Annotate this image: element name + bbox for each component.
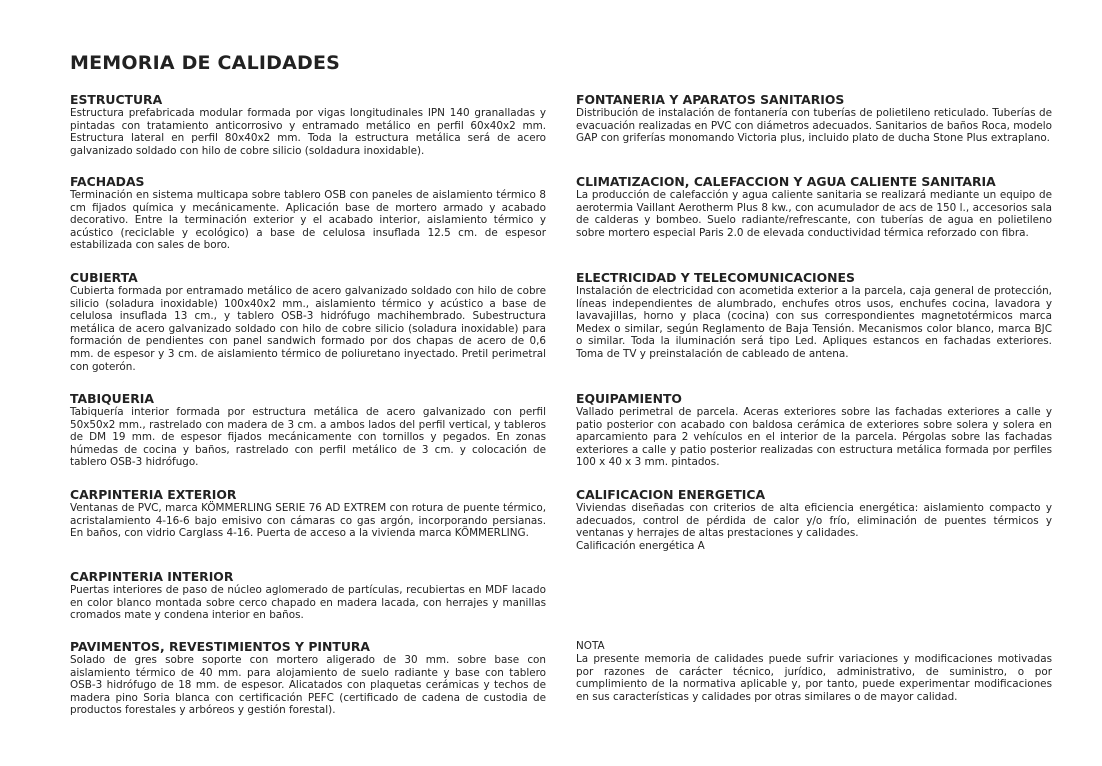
section-heading: FACHADAS [70, 174, 145, 189]
section-text: Estructura prefabricada modular formada por vigas longitudinales IPN 140 granalladas y pintadas con tratamiento anticorrosivo y entramado metálico en perfil 60x40x2 mm. Estructura lateral en perfil 80x40x2 mm. Toda la estructura metálica será de acero galvanizado soldado con hilo de cobre silicio (soldadura inoxidable). [70, 107, 546, 157]
section-heading: CUBIERTA [70, 270, 138, 285]
nota-label: NOTA [576, 640, 605, 652]
section-text: Instalación de electricidad con acometida exterior a la parcela, caja general de protección, líneas independientes de alumbrado, enchufes otros usos, enchufes cocina, lavadora y lavavajillas, horno y placa (cocina) con sus correspondientes magnetotérmicos marca Medex o similar, según Reglamento de Baja Tensión. Mecanismos color blanco, marca BJC o similar. Toda la iluminación será tipo Led. Apliques estancos en fachadas exteriores. Toma de TV y preinstalación de cableado de antena. [576, 285, 1052, 360]
section-text: Ventanas de PVC, marca KÖMMERLING SERIE 76 AD EXTREM con rotura de puente térmico, acristalamiento 4-16-6 bajo emisivo con cámaras co gas argón, incorporando persianas. En baños, con vidrio Carglass 4-16. Puerta de acceso a la vivienda marca KÖMMERLING. [70, 502, 546, 540]
section-heading: TABIQUERIA [70, 391, 154, 406]
section-text: Solado de gres sobre soporte con mortero aligerado de 30 mm. sobre base con aislamiento térmico de 40 mm. para alojamiento de suelo radiante y base con tablero OSB-3 hidrófugo de 18 mm. de espesor. Alicatados con plaquetas cerámicas y techos de madera pino Soria blanca con certificación PEFC (certificado de cadena de custodia de productos forestales y arbóreos y gestión forestal). [70, 654, 546, 717]
section-heading: CLIMATIZACION, CALEFACCION Y AGUA CALIENTE SANITARIA [576, 174, 996, 189]
section-text: Vallado perimetral de parcela. Aceras exteriores sobre las fachadas exteriores a calle y patio posterior con acabado con baldosa cerámica de exteriores sobre solera y solera en aparcamiento para 2 vehículos en el interior de la parcela. Pérgolas sobre las fachadas exteriores a calle y patio posterior realizadas con estructura metálica formada por perfiles 100 x 40 x 3 mm. pintados. [576, 406, 1052, 469]
energy-rating: Calificación energética A [576, 539, 705, 552]
page-title: MEMORIA DE CALIDADES [70, 52, 341, 74]
section-estructura [70, 92, 546, 157]
section-text: Puertas interiores de paso de núcleo aglomerado de partículas, recubiertas en MDF lacado en color blanco montada sobre cerco chapado en madera lacada, con herrajes y manillas cromados mate y condena interior en baños. [70, 584, 546, 622]
section-heading: ESTRUCTURA [70, 92, 163, 107]
section-heading: PAVIMENTOS, REVESTIMIENTOS Y PINTURA [70, 639, 371, 654]
section-fachadas [70, 174, 546, 252]
section-heading: ELECTRICIDAD Y TELECOMUNICACIONES [576, 270, 855, 285]
section-text: Cubierta formada por entramado metálico de acero galvanizado soldado con hilo de cobre silicio (soladura inoxidable) 100x40x2 mm., aislamiento térmico y acústico a base de celulosa insuflada 13 cm., y tablero OSB-3 hidrófugo machihembrado. Subestructura metálica de acero galvanizado soldado con hilo de cobre silicio (soladura inoxidable) para formación de pendientes con panel sandwich formado por dos chapas de acero de 0,6 mm. de espesor y 3 cm. de aislamiento térmico de poliuretano inyectado. Pretil perimetral con goterón. [70, 285, 546, 373]
section-heading: EQUIPAMIENTO [576, 391, 682, 406]
section-pavimentos [70, 639, 546, 717]
section-text: Distribución de instalación de fontanería con tuberías de polietileno reticulado. Tuberías de evacuación realizadas en PVC con diámetros adecuados. Sanitarios de baños Roca, modelo GAP con griferías monomando Victoria plus, incluido plato de ducha Stone Plus extraplano. [576, 107, 1052, 145]
section-text: Terminación en sistema multicapa sobre tablero OSB con paneles de aislamiento térmico 8 cm fijados química y mecánicamente. Aplicación base de mortero armado y acabado decorativo. Entre la terminación exterior y el acabado interior, aislamiento térmico y acústico (reciclable y ecológico) a base de celulosa insuflada 12.5 cm. de espesor estabilizada con sales de boro. [70, 189, 546, 252]
section-text: Viviendas diseñadas con criterios de alta eficiencia energética: aislamiento compacto y adecuados, control de pérdida de calor y/o frío, eliminación de puentes térmicos y ventanas y herrajes de altas prestaciones y calidades. [576, 502, 1052, 540]
section-tabiqueria [70, 391, 546, 469]
section-carpinteria-interior [70, 569, 546, 622]
section-carpinteria-exterior [70, 487, 546, 540]
section-electricidad [576, 270, 1052, 361]
section-calificacion-energetica [576, 487, 1052, 552]
section-heading: FONTANERIA Y APARATOS SANITARIOS [576, 92, 845, 107]
section-heading: CARPINTERIA EXTERIOR [70, 487, 237, 502]
nota-section [576, 640, 1052, 703]
section-cubierta [70, 270, 546, 373]
nota-text: La presente memoria de calidades puede sufrir variaciones y modificaciones motivadas por razones de carácter técnico, jurídico, administrativo, de suministro, o por cumplimiento de la normativa aplicable y, por tanto, puede experimentar modificaciones en sus características y calidades por otras similares o de mayor calidad. [576, 653, 1052, 703]
section-text: Tabiquería interior formada por estructura metálica de acero galvanizado con perfil 50x50x2 mm., rastrelado con madera de 3 cm. a ambos lados del perfil vertical, y tableros de DM 19 mm. de espesor fijados mecánicamente con tornillos y pegados. En zonas húmedas de cocina y baños, rastrelado con perfil metálico de 3 cm. y colocación de tablero OSB-3 hidrófugo. [70, 406, 546, 469]
section-fontaneria [576, 92, 1052, 145]
section-text: La producción de calefacción y agua caliente sanitaria se realizará mediante un equipo de aerotermia Vaillant Aerotherm Plus 8 kw., con acumulador de acs de 150 l., accesorios sala de calderas y bombeo. Suelo radiante/refrescante, con tuberías de agua en polietileno sobre mortero especial Paris 2.0 de elevada conductividad térmica reforzado con fibra. [576, 189, 1052, 239]
section-heading: CARPINTERIA INTERIOR [70, 569, 234, 584]
section-equipamiento [576, 391, 1052, 469]
section-heading: CALIFICACION ENERGETICA [576, 487, 766, 502]
section-climatizacion [576, 174, 1052, 239]
